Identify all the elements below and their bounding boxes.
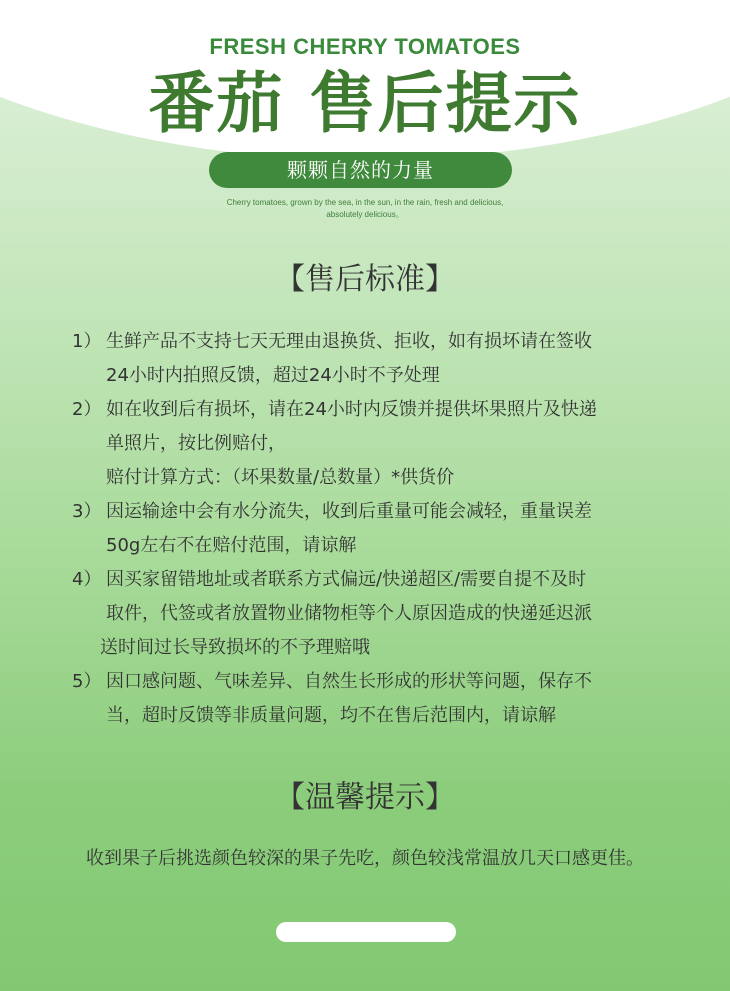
item-number: 4） — [72, 569, 102, 590]
item-line: 因买家留错地址或者联系方式偏远/快递超区/需要自提不及时 — [106, 569, 587, 590]
item-line: 因运输途中会有水分流失，收到后重量可能会减轻，重量误差 — [106, 501, 592, 522]
item-text — [106, 495, 672, 563]
item-line: 如在收到后有损坏，请在24小时内反馈并提供坏果照片及快递 — [106, 399, 597, 420]
item-line: 单照片，按比例赔付， — [106, 433, 286, 454]
item-line: 因口感问题、气味差异、自然生长形成的形状等问题，保存不 — [106, 671, 592, 692]
standards-list — [72, 325, 672, 733]
item-text — [100, 563, 672, 665]
tagline-line-2: absolutely delicious。 — [326, 210, 404, 219]
english-title: FRESH CHERRY TOMATOES — [209, 34, 521, 59]
list-item — [72, 665, 672, 733]
bottom-decoration-pill — [276, 922, 456, 942]
page-title: 番茄 售后提示 — [148, 65, 582, 142]
item-line: 当，超时反馈等非质量问题，均不在售后范围内，请谅解 — [106, 705, 556, 726]
slogan-pill: 颗颗自然的力量 — [209, 152, 512, 188]
tips-text: 收到果子后挑选颜色较深的果子先吃，颜色较浅常温放几天口感更佳。 — [86, 848, 644, 869]
list-item — [72, 393, 672, 495]
list-item — [72, 563, 672, 665]
item-text — [106, 393, 672, 495]
item-line: 送时间过长导致损坏的不予理赔哦 — [100, 637, 370, 658]
item-text — [106, 325, 672, 393]
list-item — [72, 495, 672, 563]
standards-heading: 【售后标准】 — [275, 262, 455, 297]
item-text — [106, 665, 672, 733]
item-line: 取件，代签或者放置物业储物柜等个人原因造成的快递延迟派 — [106, 603, 592, 624]
item-line: 24小时内拍照反馈，超过24小时不予处理 — [106, 365, 440, 386]
item-number: 5） — [72, 671, 102, 692]
item-line: 赔付计算方式：（坏果数量/总数量）*供货价 — [106, 467, 455, 488]
item-line: 生鲜产品不支持七天无理由退换货、拒收，如有损坏请在签收 — [106, 331, 592, 352]
tips-heading: 【温馨提示】 — [275, 780, 455, 815]
tagline — [200, 197, 530, 221]
item-number: 3） — [72, 501, 102, 522]
tagline-line-1: Cherry tomatoes, grown by the sea, in the sun, in the rain, fresh and delicious, — [226, 198, 504, 207]
item-line: 50g左右不在赔付范围，请谅解 — [106, 535, 357, 556]
item-number: 2） — [72, 399, 102, 420]
list-item — [72, 325, 672, 393]
item-number: 1） — [72, 331, 102, 352]
